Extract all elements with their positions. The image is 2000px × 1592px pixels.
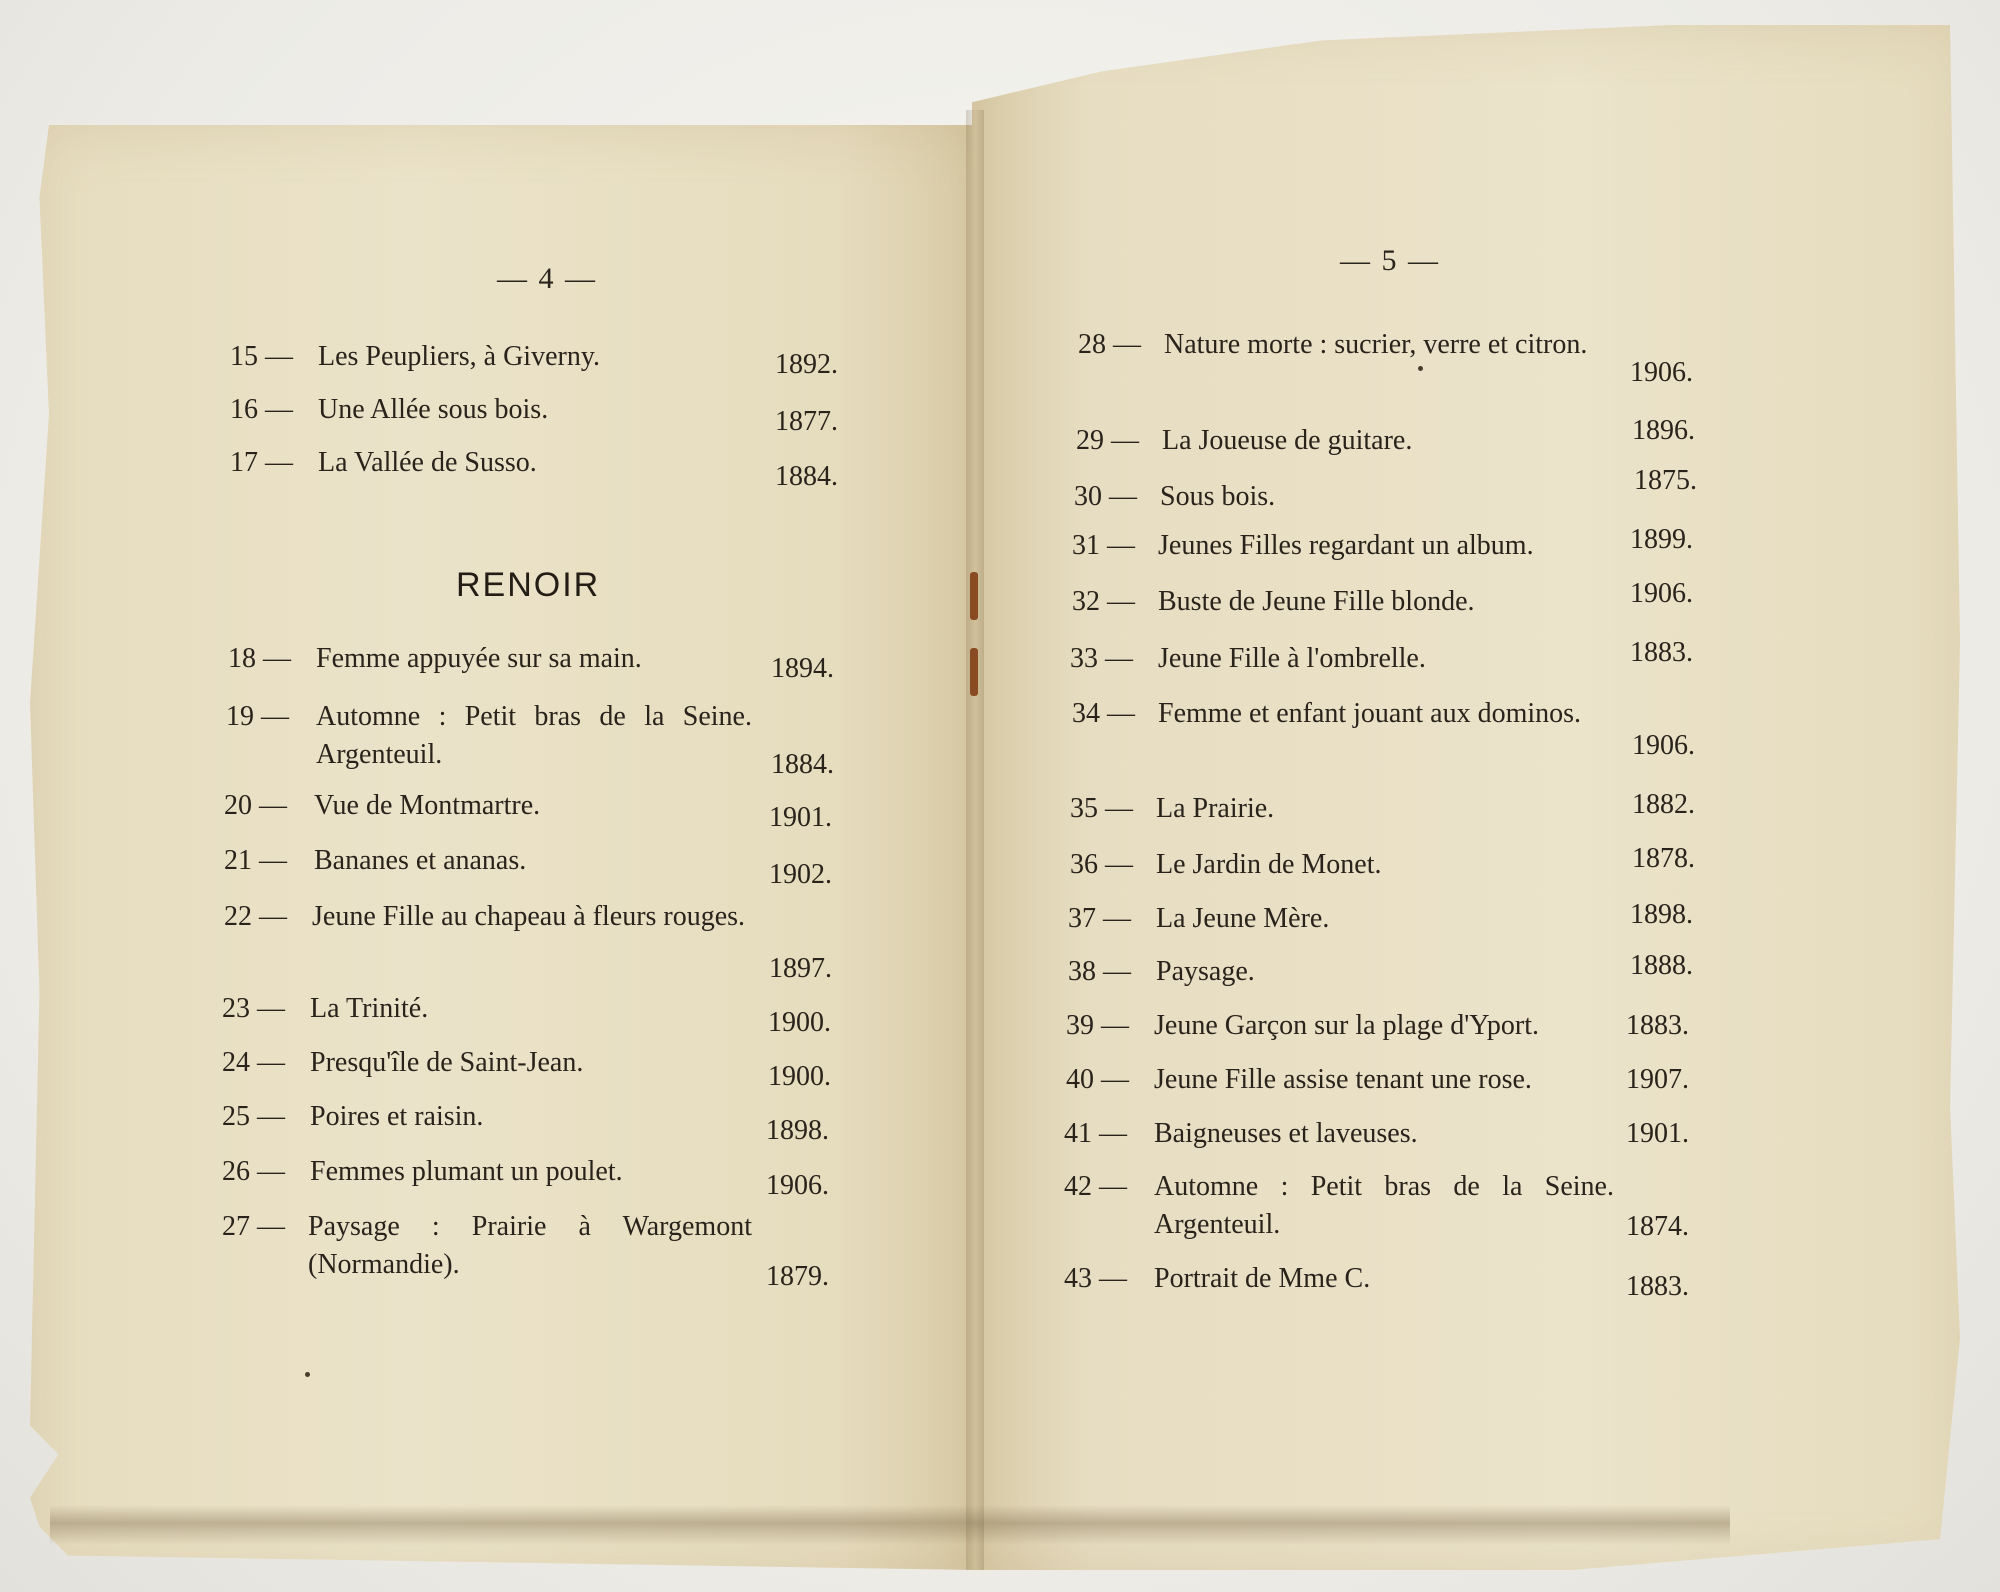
entry-number: 24 — bbox=[222, 1047, 285, 1078]
entry-year: 1899. bbox=[1630, 524, 1693, 555]
binding-stitch-top bbox=[970, 572, 978, 620]
entry-number: 38 — bbox=[1068, 956, 1131, 987]
entry-title: Le Jardin de Monet. bbox=[1156, 849, 1382, 880]
entry-title: La Trinité. bbox=[310, 993, 429, 1024]
entry-title: Sous bois. bbox=[1160, 481, 1276, 512]
entry-year: 1901. bbox=[1626, 1118, 1689, 1149]
entry-title: La Jeune Mère. bbox=[1156, 903, 1330, 934]
entry-title: Paysage. bbox=[1156, 956, 1255, 987]
entry-number: 35 — bbox=[1070, 793, 1133, 824]
entry-title: Baigneuses et laveuses. bbox=[1154, 1118, 1418, 1149]
entry-number: 23 — bbox=[222, 993, 285, 1024]
entry-year: 1875. bbox=[1634, 465, 1697, 496]
entry-title: Portrait de Mme C. bbox=[1154, 1263, 1371, 1294]
entry-number: 26 — bbox=[222, 1156, 285, 1187]
section-heading: RENOIR bbox=[456, 566, 601, 604]
ink-speck bbox=[305, 1372, 310, 1377]
entry-number: 20 — bbox=[224, 790, 287, 821]
entry-year: 1878. bbox=[1632, 843, 1695, 874]
entry-number: 28 — bbox=[1078, 329, 1141, 360]
entry-year: 1883. bbox=[1626, 1010, 1689, 1041]
entry-title: Paysage : Prairie à Wargemont (Normandie). bbox=[308, 1211, 752, 1280]
entry-number: 39 — bbox=[1066, 1010, 1129, 1041]
entry-title: Femme et enfant jouant aux dominos. bbox=[1158, 698, 1582, 729]
right-page-number: — 5 — bbox=[1340, 244, 1440, 277]
entry-year: 1879. bbox=[766, 1261, 829, 1292]
entry-title: Jeune Garçon sur la plage d'Yport. bbox=[1154, 1010, 1540, 1041]
bottom-edge-stain bbox=[50, 1505, 1730, 1545]
entry-title: La Vallée de Susso. bbox=[318, 447, 537, 478]
entry-number: 21 — bbox=[224, 845, 287, 876]
entry-title: Une Allée sous bois. bbox=[318, 394, 549, 425]
entry-year: 1900. bbox=[768, 1007, 831, 1038]
entry-title: Automne : Petit bras de la Seine. Argenteuil. bbox=[316, 701, 752, 770]
entry-title: Presqu'île de Saint-Jean. bbox=[310, 1047, 584, 1078]
entry-year: 1888. bbox=[1630, 950, 1693, 981]
entry-number: 37 — bbox=[1068, 903, 1131, 934]
booklet-spine bbox=[966, 110, 984, 1570]
entry-year: 1900. bbox=[768, 1061, 831, 1092]
entry-number: 15 — bbox=[230, 341, 293, 372]
entry-number: 43 — bbox=[1064, 1263, 1127, 1294]
entry-number: 33 — bbox=[1070, 643, 1133, 674]
entry-title: La Prairie. bbox=[1156, 793, 1275, 824]
entry-year: 1906. bbox=[766, 1170, 829, 1201]
entry-year: 1906. bbox=[1630, 357, 1693, 388]
entry-year: 1884. bbox=[775, 461, 838, 492]
entry-title: Poires et raisin. bbox=[310, 1101, 484, 1132]
entry-number: 29 — bbox=[1076, 425, 1139, 456]
entry-year: 1898. bbox=[766, 1115, 829, 1146]
entry-title: Vue de Montmartre. bbox=[314, 790, 541, 821]
entry-title: Bananes et ananas. bbox=[314, 845, 527, 876]
left-page-number: — 4 — bbox=[497, 262, 597, 295]
ink-speck bbox=[1418, 366, 1423, 371]
entry-year: 1883. bbox=[1630, 637, 1693, 668]
entry-title: Jeune Fille au chapeau à fleurs rouges. bbox=[312, 901, 746, 932]
entry-title: Automne : Petit bras de la Seine. Argenteuil. bbox=[1154, 1171, 1614, 1240]
entry-title: Femmes plumant un poulet. bbox=[310, 1156, 623, 1187]
entry-number: 34 — bbox=[1072, 698, 1135, 729]
entry-number: 18 — bbox=[228, 643, 291, 674]
entry-title: Jeune Fille à l'ombrelle. bbox=[1158, 643, 1426, 674]
entry-year: 1874. bbox=[1626, 1211, 1689, 1242]
entry-title: Buste de Jeune Fille blonde. bbox=[1158, 586, 1475, 617]
entry-number: 30 — bbox=[1074, 481, 1137, 512]
entry-year: 1896. bbox=[1632, 415, 1695, 446]
entry-year: 1892. bbox=[775, 349, 838, 380]
entry-year: 1902. bbox=[769, 859, 832, 890]
entry-number: 42 — bbox=[1064, 1171, 1127, 1202]
entry-year: 1894. bbox=[771, 653, 834, 684]
entry-year: 1877. bbox=[775, 406, 838, 437]
entry-year: 1898. bbox=[1630, 899, 1693, 930]
entry-number: 16 — bbox=[230, 394, 293, 425]
entry-year: 1907. bbox=[1626, 1064, 1689, 1095]
entry-title: La Joueuse de guitare. bbox=[1162, 425, 1413, 456]
entry-number: 31 — bbox=[1072, 530, 1135, 561]
entry-number: 41 — bbox=[1064, 1118, 1127, 1149]
binding-stitch-bottom bbox=[970, 648, 978, 696]
entry-title: Jeune Fille assise tenant une rose. bbox=[1154, 1064, 1532, 1095]
entry-year: 1883. bbox=[1626, 1271, 1689, 1302]
entry-number: 17 — bbox=[230, 447, 293, 478]
entry-number: 32 — bbox=[1072, 586, 1135, 617]
entry-number: 40 — bbox=[1066, 1064, 1129, 1095]
entry-year: 1897. bbox=[769, 953, 832, 984]
entry-year: 1901. bbox=[769, 802, 832, 833]
entry-year: 1882. bbox=[1632, 789, 1695, 820]
entry-number: 25 — bbox=[222, 1101, 285, 1132]
entry-title: Femme appuyée sur sa main. bbox=[316, 643, 642, 674]
entry-title: Jeunes Filles regardant un album. bbox=[1158, 530, 1534, 561]
entry-number: 27 — bbox=[222, 1211, 285, 1242]
entry-title: Les Peupliers, à Giverny. bbox=[318, 341, 600, 372]
entry-year: 1884. bbox=[771, 749, 834, 780]
entry-number: 22 — bbox=[224, 901, 287, 932]
entry-year: 1906. bbox=[1632, 730, 1695, 761]
entry-title: Nature morte : sucrier, verre et citron. bbox=[1164, 329, 1588, 360]
entry-number: 36 — bbox=[1070, 849, 1133, 880]
entry-number: 19 — bbox=[226, 701, 289, 732]
entry-year: 1906. bbox=[1630, 578, 1693, 609]
